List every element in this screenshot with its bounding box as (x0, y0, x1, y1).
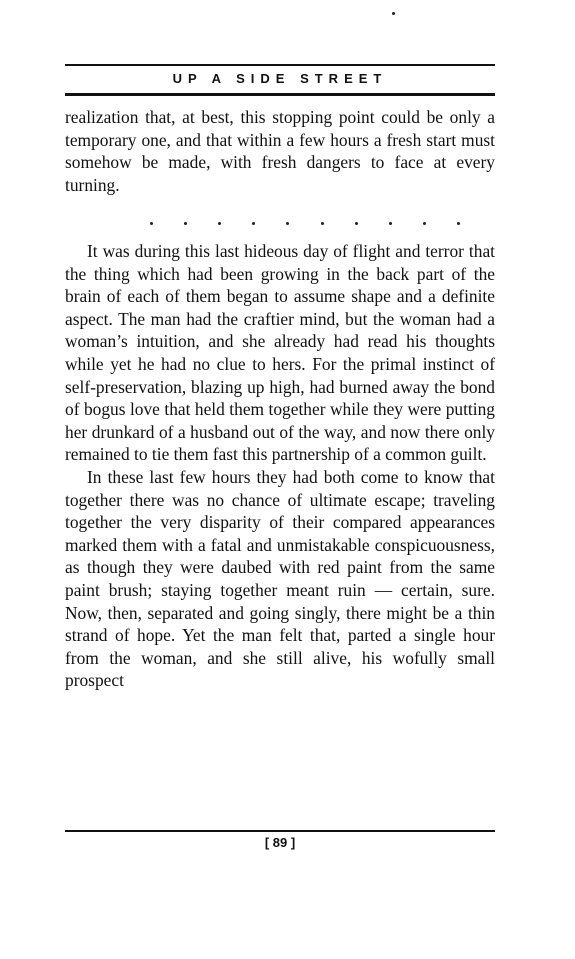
section-break-dot (218, 222, 221, 225)
section-break-dot (286, 222, 289, 225)
section-break-dot (423, 222, 426, 225)
section-break-dot (457, 222, 460, 225)
header-rule-top (65, 64, 495, 66)
section-break-dot (252, 222, 255, 225)
footer-rule (65, 830, 495, 832)
body-text (65, 240, 495, 692)
section-break-dots (150, 222, 460, 225)
running-head: UP A SIDE STREET (172, 71, 388, 86)
continued-paragraph: realization that, at best, this stopping point could be only a temporary one, and that within a few hours a fresh start must somehow be made, with fresh dangers to face at every turning. (65, 107, 495, 195)
section-break-dot (389, 222, 392, 225)
section-break-dot (150, 222, 153, 225)
stray-mark (392, 12, 395, 15)
header-rule-bottom (65, 93, 495, 96)
section-break-dot (184, 222, 187, 225)
paragraph-flight-and-terror: It was during this last hideous day of flight and terror that the thing which had been growing in the back part of the brain of each of them began to assume shape and a definite aspect. The man had the craftier mind, but the woman had a woman’s intuition, and she already had read his thoughts while yet he had no clue to hers. For the primal instinct of self-preservation, blazing up high, had burned away the bond of bogus love that held them together while they were putting her drunkard of a husband out of the way, and now there only remained to tie them fast this partnership of a common guilt. (65, 241, 495, 465)
section-break-dot (321, 222, 324, 225)
section-break-dot (355, 222, 358, 225)
page-number: [ 89 ] (264, 835, 296, 850)
paragraph-last-few-hours: In these last few hours they had both come to know that together there was no chance of ultimate escape; traveling together the very disparity of their compared appearances marked them with a fatal and unmistakable conspicuousness, as though they were daubed with red paint from the same paint brush; staying together meant ruin — certain, sure. Now, then, separated and going singly, there might be a thin strand of hope. Yet the man felt that, parted a single hour from the woman, and she still alive, his wofully small prospect (65, 466, 495, 691)
continued-paragraph-block (65, 106, 495, 196)
